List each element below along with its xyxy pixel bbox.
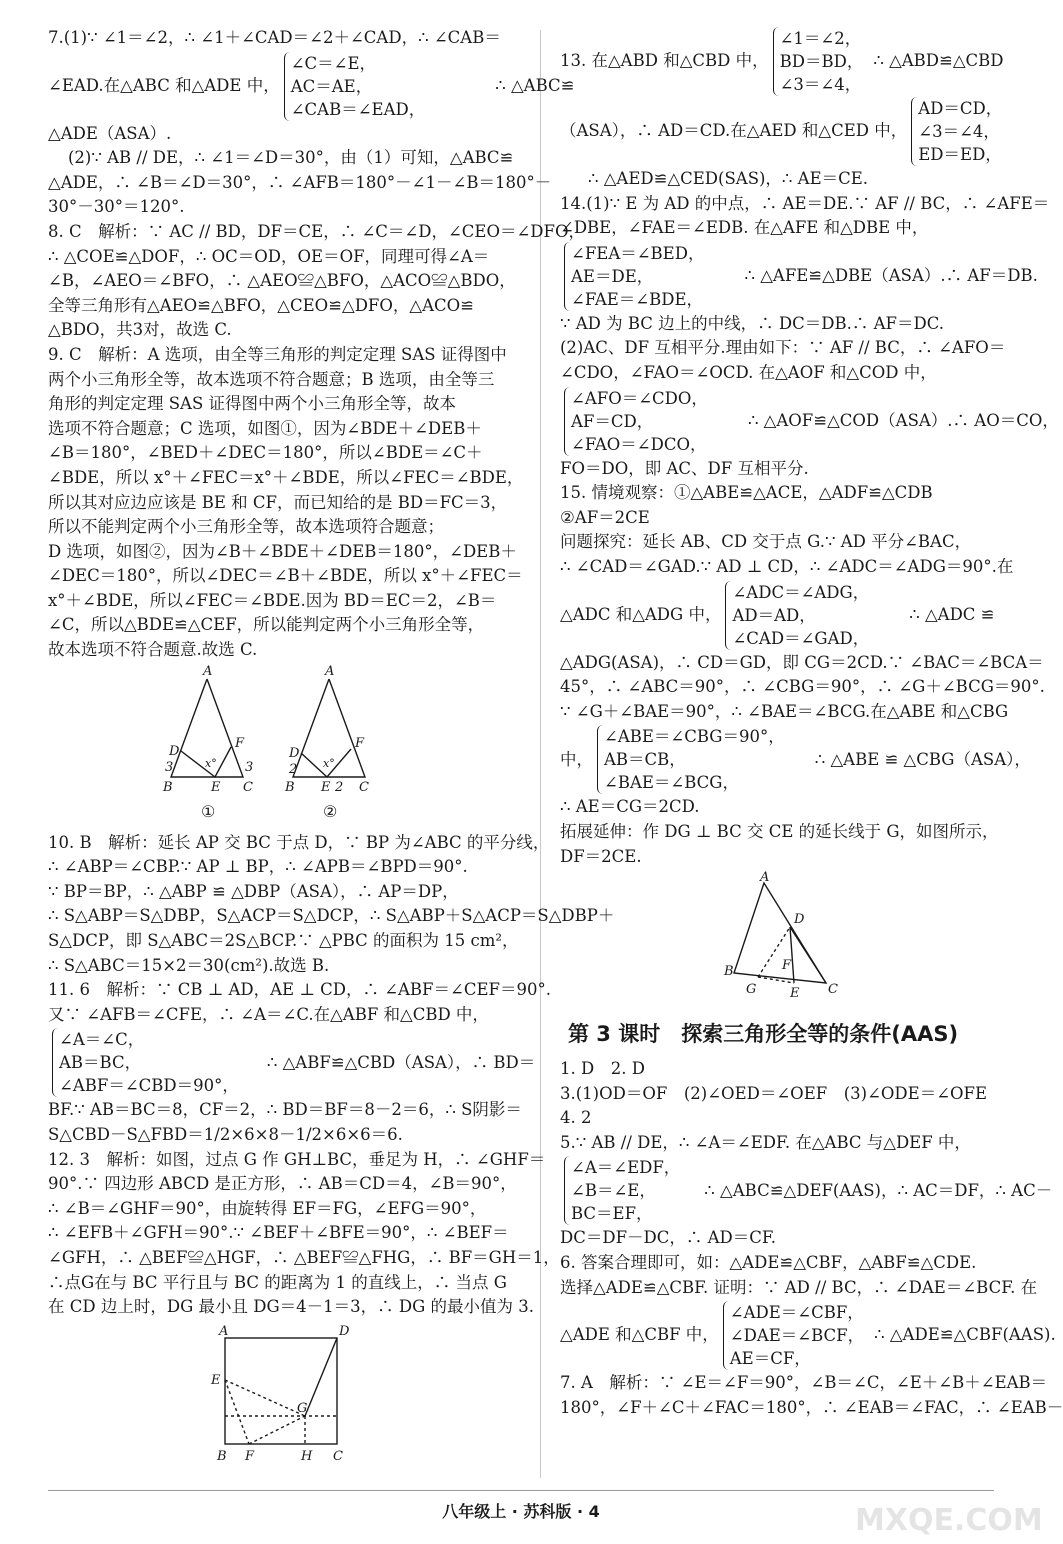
q13-conclusion-1: ∴ △ABD≌△CBD xyxy=(873,51,1004,71)
q13-intro: 13. 在△ABD 和△CBD 中， xyxy=(560,51,769,71)
section2-block xyxy=(560,1057,1063,1420)
q6-system xyxy=(560,1301,1056,1370)
q6-cond: ∠ADE＝∠CBF， xyxy=(729,1303,864,1323)
fig15-dg-solid xyxy=(790,927,794,983)
q6-cond: ∠DAE＝∠BCF， xyxy=(729,1326,865,1346)
s2-line: 4. 2 xyxy=(560,1108,592,1128)
q15-line: 问题探究：延长 AB、CD 交于点 G.∵ AD 平分∠BAC， xyxy=(560,532,972,552)
q14-cond: ∠FEA＝∠BED， xyxy=(571,243,705,263)
q7-cond-3: ∠CAB＝∠EAD， xyxy=(290,99,426,119)
q14-brace-1 xyxy=(564,242,704,311)
fig12-label-d: D xyxy=(339,1323,350,1339)
q13-cond: ED＝ED， xyxy=(918,145,1002,164)
fig15-dc xyxy=(790,927,826,983)
q12-line: ∴ ∠B＝∠GHF＝90°，由旋转得 EF＝FG，∠EFG＝90°， xyxy=(48,1198,487,1218)
q7-conclusion: ∴ △ABC≌ xyxy=(495,75,575,95)
fig2-label-d: D xyxy=(289,745,300,761)
q12-line: ∴ ∠EFB＋∠GFH＝90°.∵ ∠BEF＋∠BFE＝90°，∴ ∠BEF＝ xyxy=(48,1223,509,1243)
fig1-label-x: x° xyxy=(205,756,217,770)
q9-line: ∠B＝180°，∠BED＋∠DEC＝180°，所以∠BDE＝∠C＋ xyxy=(48,443,483,463)
fig2-label-b: B xyxy=(285,779,295,795)
q9-line: 故本选项不符合题意.故选 C. xyxy=(48,640,258,660)
s2-line: 7. A 解析：∵ ∠E＝∠F＝90°，∠B＝∠C，∠E＋∠B＋∠EAB＝ xyxy=(560,1373,1048,1393)
q12-line: ∴点G在与 BC 平行且与 BC 的距离为 1 的直线上，∴ 当点 G xyxy=(48,1272,507,1292)
q10-line: 10. B 解析：延长 AP 交 BC 于点 D，∵ BP 为∠ABC 的平分线， xyxy=(48,832,550,852)
q10-line: ∴ S△ABP＝S△DBP，S△ACP＝S△DCP，∴ S△ABP＋S△ACP＝S△DBP＋ xyxy=(48,906,615,926)
s2-line: 6. 答案合理即可，如：△ADE≌△CBF，△ABF≌△CDE. xyxy=(560,1253,977,1273)
q14-cond: AE＝DE， xyxy=(571,266,654,286)
q11-cond-2: AB＝BC， xyxy=(59,1053,142,1073)
q15-cond: ∠BAE＝∠BCG， xyxy=(604,773,739,793)
q8-line: 全等三角形有△AEO≌△BFO，△CEO≌△DFO，△ACO≌ xyxy=(48,295,474,315)
q14-line: (2)AC、DF 互相平分.理由如下：∵ AF // BC，∴ ∠AFO＝ xyxy=(560,338,1006,358)
fig15-label-e: E xyxy=(790,986,800,1002)
fig12-label-b: B xyxy=(217,1448,227,1464)
q14-cond: ∠FAO＝∠DCO， xyxy=(571,434,707,454)
q14-line: ∠CDO，∠FAO＝∠OCD. 在△AOF 和△COD 中， xyxy=(560,362,937,382)
fig12-label-e: E xyxy=(211,1372,221,1388)
fig1-label-b: B xyxy=(163,779,173,795)
q8-line: ∠B，∠AEO＝∠BFO，∴ △AEO≌△BFO，△ACO≌△BDO， xyxy=(48,271,516,291)
q5-cond: BC＝EF， xyxy=(571,1204,653,1224)
q13-brace-2 xyxy=(911,97,1002,166)
q9-line: ∠C，所以△BDE≌△CEF，所以能判定两个小三角形全等， xyxy=(48,615,485,635)
q12-line: ∠GFH，∴ △BEF≌△HGF，∴ △BEF≌△FHG，∴ BF＝GH＝1， xyxy=(48,1247,560,1267)
q13-mid: （ASA），∴ AD＝CD.在△AED 和△CED 中， xyxy=(560,121,908,141)
fig2-label-a: A xyxy=(325,663,335,679)
fig1-label-3a: 3 xyxy=(165,759,174,775)
q15-brace-2 xyxy=(597,725,785,794)
q15-cond: ∠CAD＝∠GAD， xyxy=(732,628,870,648)
q13-cond: ∠3＝∠4， xyxy=(918,122,1000,141)
page-footer: 八年级上 · 苏科版 · 4 xyxy=(442,1502,600,1521)
right-column xyxy=(560,26,1063,1420)
q13-brace-1 xyxy=(773,27,864,96)
q15-zhong: 中， xyxy=(560,749,593,769)
s2-line: 5.∵ AB // DE，∴ ∠A＝∠EDF. 在△ABC 与△DEF 中， xyxy=(560,1132,971,1152)
fig15-label-g: G xyxy=(746,982,757,998)
fig1-label-c: C xyxy=(243,779,253,795)
watermark-logo xyxy=(855,1500,1043,1540)
q14-conclusion-1: ∴ △AFE≌△DBE（ASA）.∴ AF＝DB. xyxy=(744,265,1038,285)
q14-line: 14.(1)∵ E 为 AD 的中点，∴ AE＝DE.∵ AF // BC，∴ ∠AFE＝ xyxy=(560,193,1050,213)
q15-system-1 xyxy=(560,581,1028,650)
fig15-triangle xyxy=(734,883,826,983)
q7-line-6: 30°－30°＝120°. xyxy=(48,197,185,217)
q9-line: 选项不符合题意；C 选项，如图①，因为∠BDE＋∠DEB＋ xyxy=(48,418,482,438)
q13-final: ∴ △AED≌△CED(SAS)，∴ AE＝CE. xyxy=(588,169,869,188)
q15-intro: △ADC 和△ADG 中， xyxy=(560,604,722,624)
q7-cond-2: AC＝AE， xyxy=(290,76,373,96)
q8-line: △BDO，共3对，故选 C. xyxy=(48,320,232,340)
q13-cond: AD＝CD， xyxy=(918,99,1003,118)
q15-cond: ∠ABE＝∠CBG＝90°， xyxy=(604,727,785,747)
s2-line: 180°，∠F＋∠C＋∠FAC＝180°，∴ ∠EAB＝∠FAC，∴ ∠EAB－ xyxy=(560,1397,1063,1417)
s2-line: DC＝DF－DC，∴ AD＝CF. xyxy=(560,1228,777,1248)
fig12-label-c: C xyxy=(333,1448,343,1464)
s2-line: 选择△ADE≌△CBF. 证明：∵ AD // BC，∴ ∠DAE＝∠BCF. 在 xyxy=(560,1277,1038,1297)
q11-cond-3: ∠ABF＝∠CBD＝90°， xyxy=(59,1076,239,1096)
q5-brace xyxy=(564,1156,680,1225)
q11-system xyxy=(48,1028,536,1097)
q14-cond: AF＝CD， xyxy=(571,411,654,431)
q9-line: 两个小三角形全等，故本选项不符合题意；B 选项，由全等三 xyxy=(48,369,495,389)
q13-block xyxy=(560,27,1028,192)
q9-line: 角形的判定定理 SAS 证得图中两个小三角形全等，故本 xyxy=(48,394,457,414)
q11-conclusion: ∴ △ABF≌△CBD（ASA），∴ BD＝ xyxy=(266,1052,536,1072)
q14-conclusion-2: ∴ △AOF≌△COD（ASA）.∴ AO＝CO， xyxy=(747,410,1059,430)
q15-figure xyxy=(724,870,864,1003)
q13-system-1 xyxy=(560,27,1028,96)
fig2-caption: ② xyxy=(323,801,338,821)
q8-line: ∴ △COE≌△DOF，∴ OC＝OD，OE＝OF，同理可得∠A＝ xyxy=(48,246,490,266)
q9-line: D 选项，如图②，因为∠B＋∠BDE＋∠DEB＝180°，∠DEB＋ xyxy=(48,541,517,561)
q15-system-2 xyxy=(560,725,1031,794)
s2-line: 1. D 2. D xyxy=(560,1059,645,1079)
q5-conclusion: ∴ △ABC≌△DEF(AAS)，∴ AC＝DF，∴ AC－ xyxy=(704,1180,1053,1200)
q7-line-4: (2)∵ AB // DE，∴ ∠1＝∠D＝30°，由（1）可知，△ABC≌ xyxy=(68,148,514,168)
fig1-label-d: D xyxy=(169,743,180,759)
q14-line: ∠DBE，∠FAE＝∠EDB. 在△AFE 和△DBE 中， xyxy=(560,218,929,238)
fig2-label-f: F xyxy=(355,735,365,751)
fig12-label-g: G xyxy=(297,1400,308,1416)
q5-system xyxy=(560,1156,1053,1225)
q13-cond: ∠1＝∠2， xyxy=(779,29,862,48)
q15-line: ∴ AE＝CG＝2CD. xyxy=(560,797,700,817)
fig15-label-b: B xyxy=(724,964,734,980)
q7-block xyxy=(48,26,575,220)
q15-block xyxy=(560,481,1045,869)
q12-line: 12. 3 解析：如图，过点 G 作 GH⊥BC，垂足为 H，∴ ∠GHF＝ xyxy=(48,1149,546,1169)
q15-line: 拓展延伸：作 DG ⊥ BC 交 CE 的延长线于 G，如图所示， xyxy=(560,821,999,841)
q14-cond: ∠FAE＝∠BDE， xyxy=(571,289,704,309)
fig12-dg xyxy=(305,1338,337,1416)
s2-line: 3.(1)OD＝OF (2)∠OED＝∠OEF (3)∠ODE＝∠OFE xyxy=(560,1083,988,1103)
q11-line: S△CBD－S△FBD＝1/2×6×8－1/2×6×6＝6. xyxy=(48,1125,403,1144)
fig1-label-a: A xyxy=(203,663,213,679)
q14-cond: ∠AFO＝∠CDO， xyxy=(571,388,708,408)
q11-line: BF.∵ AB＝BC＝8，CF＝2，∴ BD＝BF＝8－2＝6，∴ S阴影＝ xyxy=(48,1100,522,1120)
watermark-text: MXQE.COM xyxy=(855,1503,1043,1538)
fig12-label-h: H xyxy=(301,1448,313,1464)
q15-line: △ADG(ASA)，∴ CD＝GD，即 CG＝2CD.∵ ∠BAC＝∠BCA＝ xyxy=(560,652,1044,672)
q15-line: ∵ ∠G＋∠BAE＝90°，∴ ∠BAE＝∠BCG.在△ABE 和△CBG xyxy=(560,701,1009,721)
q7-brace xyxy=(284,52,426,121)
fig12-ef xyxy=(225,1380,249,1444)
q14-brace-2 xyxy=(564,387,708,456)
q7-line-1: 7.(1)∵ ∠1＝∠2，∴ ∠1＋∠CAD＝∠2＋∠CAD，∴ ∠CAB＝ xyxy=(48,28,501,47)
q11-line: 又∵ ∠AFB＝∠CFE，∴ ∠A＝∠C.在△ABF 和△CBD 中， xyxy=(48,1004,489,1024)
fig15-label-c: C xyxy=(828,982,838,998)
q7-line-3: △ADE（ASA）. xyxy=(48,123,172,143)
q7-cond-1: ∠C＝∠E， xyxy=(290,53,377,73)
q14-system-2 xyxy=(560,387,1059,456)
q6-intro: △ADE 和△CBF 中， xyxy=(560,1325,719,1345)
q9-block xyxy=(48,343,522,663)
q15-cond: AB＝CB， xyxy=(604,750,686,770)
q9-line: x°＋∠BDE，所以∠FEC＝∠BDE.因为 BD＝EC＝2，∠B＝ xyxy=(48,590,497,610)
q7-line-5: △ADE，∴ ∠B＝∠D＝30°，∴ ∠AFB＝180°－∠1－∠B＝180°－ xyxy=(48,172,552,192)
q14-block xyxy=(560,192,1059,482)
q10-line: ∴ ∠ABP＝∠CBP.∵ AP ⊥ BP，∴ ∠APB＝∠BPD＝90°. xyxy=(48,857,468,877)
q9-line: 所以不能判定两个小三角形全等，故本选项符合题意； xyxy=(48,517,444,537)
q9-line: ∠BDE，所以 x°＋∠FEC＝x°＋∠BDE，所以∠FEC＝∠BDE， xyxy=(48,467,524,487)
fig2-label-e: E xyxy=(321,779,331,795)
fig1-label-3b: 3 xyxy=(245,759,254,775)
q10-line: ∴ S△ABC＝15×2＝30(cm²).故选 B. xyxy=(48,955,330,975)
q15-line: DF＝2CE. xyxy=(560,846,642,866)
q6-cond: AE＝CF， xyxy=(729,1349,811,1369)
q9-line: 所以其对应边应该是 BE 和 CF，而已知给的是 BD＝FC＝3， xyxy=(48,492,508,512)
q12-figure xyxy=(205,1324,365,1464)
q15-line: 45°，∴ ∠ABC＝90°，∴ ∠CBG＝90°，∴ ∠G＋∠BCG＝90°. xyxy=(560,677,1045,697)
fig2-label-2b: 2 xyxy=(335,779,344,795)
q7-line-2: ∠EAD.在△ABC 和△ADE 中， xyxy=(48,75,280,95)
footer-rule xyxy=(48,1490,994,1491)
fig2-label-c: C xyxy=(359,779,369,795)
fig15-label-f: F xyxy=(782,958,792,974)
section-title: 第 3 课时 探索三角形全等的条件(AAS) xyxy=(568,1022,959,1047)
q12-block xyxy=(48,1148,560,1320)
q15-cond: ∠ADC＝∠ADG， xyxy=(732,582,870,602)
q11-block xyxy=(48,978,551,1147)
q9-line: 9. C 解析：A 选项，由全等三角形的判定定理 SAS 证得图中 xyxy=(48,344,507,364)
q5-cond: ∠B＝∠E， xyxy=(571,1181,656,1201)
q6-conclusion: ∴ △ADE≌△CBF(AAS). xyxy=(874,1325,1056,1345)
fig12-label-a: A xyxy=(219,1323,229,1339)
fig1-label-e: E xyxy=(211,779,221,795)
fig15-label-a: A xyxy=(760,870,770,886)
q12-line: 90°.∵ 四边形 ABCD 是正方形，∴ AB＝CD＝4，∠B＝90°， xyxy=(48,1174,517,1194)
q5-cond: ∠A＝∠EDF， xyxy=(571,1158,681,1178)
q13-system-2 xyxy=(560,97,1028,166)
q11-line: 11. 6 解析：∵ CB ⊥ AD，AE ⊥ CD，∴ ∠ABF＝∠CEF＝90°. xyxy=(48,980,551,1000)
q9-figures xyxy=(155,663,415,827)
q15-line: ∴ ∠CAD＝∠GAD.∵ AD ⊥ CD，∴ ∠ADC＝∠ADG＝90°.在 xyxy=(560,556,1014,576)
q10-line: ∵ BP＝BP，∴ △ABP ≌ △DBP（ASA），∴ AP＝DP， xyxy=(48,881,459,901)
q10-line: S△DCP，即 S△ABC＝2S△BCP.∵ △PBC 的面积为 15 cm²， xyxy=(48,931,519,951)
fig12-square xyxy=(225,1338,337,1444)
q14-line: FO＝DO，即 AC、DF 互相平分. xyxy=(560,458,809,478)
q14-line: ∵ AD 为 BC 边上的中线，∴ DC＝DB.∴ AF＝DC. xyxy=(560,313,944,333)
q13-cond: ∠3＝∠4， xyxy=(779,75,862,94)
q15-line: 15. 情境观察：①△ABE≌△ACE，△ADF≌△CDB xyxy=(560,483,933,503)
q8-block xyxy=(48,220,586,343)
q15-conclusion-1: ∴ △ADC ≌ xyxy=(909,604,995,624)
q9-line: ∠DEC＝180°，所以∠DEC＝∠B＋∠BDE，所以 x°＋∠FEC＝ xyxy=(48,566,523,586)
fig15-label-d: D xyxy=(794,912,805,928)
q14-system-1 xyxy=(560,242,1038,311)
fig2-label-2a: 2 xyxy=(289,761,298,777)
q11-cond-1: ∠A＝∠C， xyxy=(59,1030,145,1050)
q15-brace-1 xyxy=(725,581,869,650)
q7-system xyxy=(48,52,575,121)
fig1-caption: ① xyxy=(201,801,216,821)
fig12-fg xyxy=(249,1416,305,1444)
q11-brace xyxy=(52,1028,239,1097)
fig2-label-x: x° xyxy=(323,756,335,770)
q15-cond: AD＝AD， xyxy=(732,605,816,625)
q8-line: 8. C 解析：∵ AC // BD，DF＝CE，∴ ∠C＝∠D，∠CEO＝∠DFO， xyxy=(48,221,586,241)
q6-brace xyxy=(723,1301,864,1370)
q15-conclusion-2: ∴ △ABE ≌ △CBG（ASA）， xyxy=(814,749,1031,769)
q13-cond: BD＝BD， xyxy=(779,52,864,71)
q15-line: ②AF＝2CE xyxy=(560,507,650,527)
q12-line: 在 CD 边上时，DG 最小且 DG＝4－1＝3，∴ DG 的最小值为 3. xyxy=(48,1297,535,1317)
fig1-label-f: F xyxy=(235,735,245,751)
fig12-label-f: F xyxy=(245,1448,255,1464)
